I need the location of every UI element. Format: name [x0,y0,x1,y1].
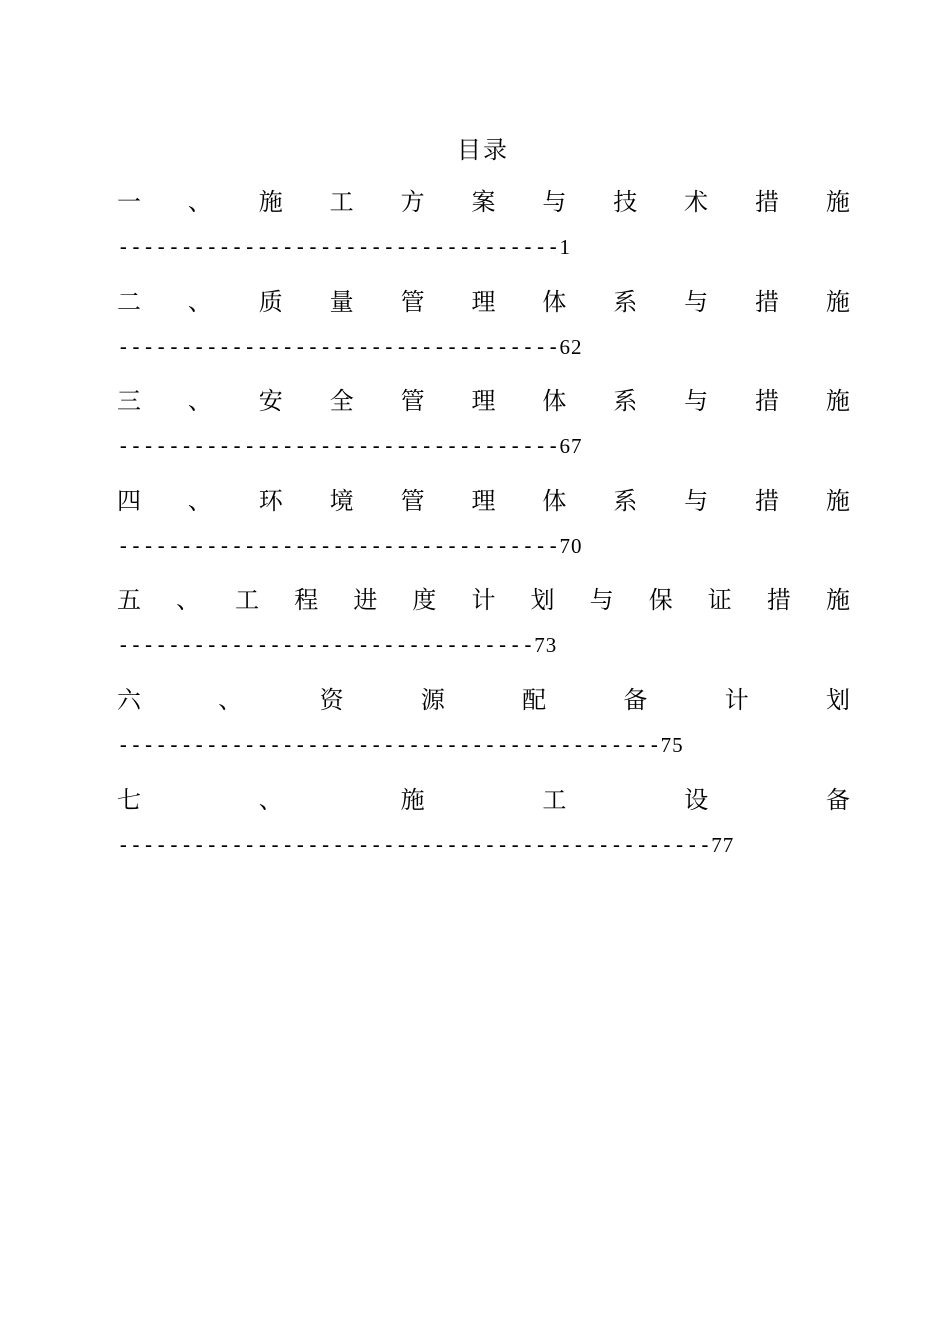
toc-entry-number: 一 [117,188,141,216]
toc-entry-leader-line [117,832,850,858]
toc-entry-heading-char: 与 [589,586,614,615]
toc-entry-number: 四 [117,486,141,515]
toc-entry-heading-char: 理 [471,486,496,515]
toc-entry-leader-dashes: ----------------------------------- [117,235,560,259]
toc-entry[interactable] [117,383,850,483]
toc-entry-heading-char: 系 [613,387,638,416]
toc-entry-separator: 、 [187,188,212,216]
toc-entry-leader-line [117,433,850,459]
toc-entry-leader-dashes: ----------------------------------- [117,334,560,359]
toc-entry-page-number[interactable]: 75 [660,732,684,757]
toc-entry-heading[interactable] [117,582,850,618]
toc-list [117,184,850,881]
toc-entry-heading-char: 体 [542,287,567,316]
toc-entry-heading-char: 案 [471,188,496,216]
toc-entry-separator: 、 [187,287,212,316]
toc-entry-separator: 、 [176,586,201,615]
toc-entry-heading-char: 质 [258,287,283,316]
toc-entry[interactable] [117,284,850,384]
toc-entry-heading[interactable] [117,682,850,718]
toc-entry-heading-char: 与 [542,188,567,216]
toc-entry[interactable] [117,682,850,782]
toc-entry-page-number[interactable]: 62 [559,334,583,359]
toc-entry-page-number[interactable]: 70 [559,533,583,558]
toc-entry-heading[interactable] [117,383,850,419]
toc-entry-heading-char: 施 [825,586,850,615]
toc-entry-heading-char: 施 [825,486,850,515]
toc-entry-heading-char: 量 [329,287,354,316]
toc-entry-heading-char: 环 [258,486,283,515]
toc-entry-leader-line [117,533,850,559]
toc-entry-page-number[interactable]: 67 [559,434,583,459]
toc-entry-heading-char: 计 [471,586,496,615]
toc-entry-heading-char: 系 [613,287,638,316]
toc-entry-number: 七 [117,785,141,814]
toc-entry-heading-char: 证 [707,586,732,615]
toc-entry-heading-char: 保 [648,586,673,615]
toc-entry-leader-dashes: ----------------------------------------------- [117,832,712,857]
toc-entry-heading-char: 措 [755,387,780,416]
toc-entry-heading-char: 体 [542,387,567,416]
toc-entry-heading-char: 配 [522,685,547,714]
toc-entry-heading-char: 进 [353,586,378,615]
toc-entry-heading-char: 划 [825,685,850,714]
toc-entry-heading-char: 与 [684,387,709,416]
toc-entry-heading-char: 措 [766,586,791,615]
toc-entry-heading-char: 施 [825,287,850,316]
toc-entry-heading-char: 方 [400,188,425,216]
toc-entry-heading-char: 管 [400,287,425,316]
toc-entry-heading-char: 措 [755,287,780,316]
toc-entry-heading[interactable] [117,184,850,220]
toc-entry[interactable] [117,782,850,882]
toc-entry-heading-char: 工 [329,188,354,216]
toc-entry-heading-char: 安 [258,387,283,416]
toc-entry-leader-dashes: ------------------------------------------- [117,732,661,757]
toc-entry-heading-char: 措 [755,188,780,216]
toc-entry-separator: 、 [258,785,283,814]
toc-entry-page-number[interactable]: 77 [711,832,735,857]
toc-entry-heading-char: 施 [825,188,850,216]
toc-entry-page-number[interactable]: 1 [559,235,572,259]
toc-entry-heading-char: 管 [400,486,425,515]
toc-title: 目录 [457,136,509,164]
toc-entry[interactable] [117,582,850,682]
toc-entry-heading-char: 施 [400,785,425,814]
toc-entry-heading-char: 与 [684,486,709,515]
toc-entry-heading-char: 资 [319,685,344,714]
toc-entry-heading-char: 设 [684,785,709,814]
toc-entry-number: 六 [117,685,141,714]
toc-entry-heading-char: 源 [420,685,445,714]
toc-entry-heading-char: 措 [755,486,780,515]
toc-entry-heading-char: 工 [542,785,567,814]
toc-entry-heading-char: 全 [329,387,354,416]
toc-entry-separator: 、 [187,387,212,416]
toc-entry-leader-dashes: ----------------------------------- [117,533,560,558]
toc-entry-heading-char: 境 [329,486,354,515]
toc-entry-heading-char: 与 [684,287,709,316]
toc-entry-heading[interactable] [117,782,850,818]
toc-entry-leader-dashes: ----------------------------------- [117,434,560,459]
toc-entry-heading-char: 施 [825,387,850,416]
toc-entry-heading-char: 备 [825,785,850,814]
toc-entry[interactable] [117,184,850,284]
toc-entry-heading-char: 划 [530,586,555,615]
toc-entry-heading-char: 理 [471,387,496,416]
toc-entry-heading-char: 程 [294,586,319,615]
toc-entry-number: 五 [117,586,141,615]
toc-entry[interactable] [117,483,850,583]
toc-entry-leader-line [117,234,850,260]
toc-entry-leader-line [117,632,850,658]
toc-entry-leader-line [117,334,850,360]
toc-entry-leader-line [117,732,850,758]
toc-entry-heading-char: 工 [235,586,260,615]
toc-entry-heading-char: 体 [542,486,567,515]
toc-entry-heading-char: 计 [724,685,749,714]
toc-entry-heading-char: 管 [400,387,425,416]
toc-entry-separator: 、 [187,486,212,515]
toc-entry-heading-char: 度 [412,586,437,615]
toc-entry-heading[interactable] [117,483,850,519]
toc-entry-separator: 、 [218,685,243,714]
toc-entry-page-number[interactable]: 73 [534,633,558,658]
toc-entry-heading-char: 系 [613,486,638,515]
toc-entry-heading-char: 技 [613,188,638,216]
toc-entry-heading[interactable] [117,284,850,320]
toc-entry-heading-char: 施 [258,188,283,216]
toc-entry-leader-dashes: --------------------------------- [117,633,535,658]
toc-entry-heading-char: 理 [471,287,496,316]
toc-entry-heading-char: 术 [684,188,709,216]
toc-entry-heading-char: 备 [623,685,648,714]
toc-entry-number: 二 [117,287,141,316]
toc-entry-number: 三 [117,387,141,416]
